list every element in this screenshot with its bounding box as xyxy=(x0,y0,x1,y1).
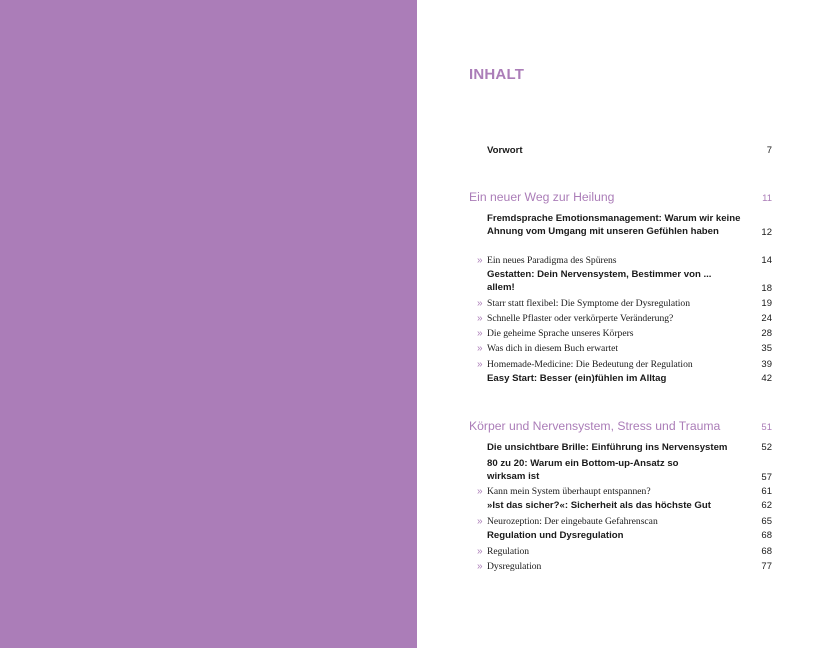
chevron-right-icon: » xyxy=(477,561,483,572)
chapter-page: 51 xyxy=(761,422,772,433)
chevron-right-icon: » xyxy=(477,343,483,354)
toc-entry-page: 68 xyxy=(761,546,772,557)
toc-entry-page: 61 xyxy=(761,486,772,497)
chevron-right-icon: » xyxy=(477,486,483,497)
toc-entry-page: 14 xyxy=(761,255,772,266)
toc-entry[interactable] xyxy=(487,441,772,454)
chevron-right-icon: » xyxy=(477,516,483,527)
toc-entry-label: Schnelle Pflaster oder verkörperte Veränderung? xyxy=(487,313,674,324)
toc-entry-page: 18 xyxy=(761,282,772,294)
toc-entry[interactable] xyxy=(477,254,772,267)
toc-entry[interactable] xyxy=(477,515,772,528)
toc-entry-page: 19 xyxy=(761,298,772,309)
toc-entry-preface[interactable] xyxy=(487,144,772,157)
toc-entry-page: 28 xyxy=(761,328,772,339)
toc-entry-label: 80 zu 20: Warum ein Bottom-up-Ansatz so wirksam ist xyxy=(487,458,679,483)
toc-entry-page: 39 xyxy=(761,359,772,370)
toc-entry-label: Kann mein System überhaupt entspannen? xyxy=(487,486,651,497)
toc-entry-page: 57 xyxy=(761,471,772,483)
toc-entry-page: 12 xyxy=(761,226,772,238)
chevron-right-icon: » xyxy=(477,359,483,370)
toc-entry-page: 65 xyxy=(761,516,772,527)
toc-entry-page: 24 xyxy=(761,313,772,324)
toc-entry[interactable] xyxy=(477,358,772,371)
chevron-right-icon: » xyxy=(477,255,483,266)
toc-entry[interactable] xyxy=(477,312,772,325)
toc-entry[interactable] xyxy=(477,560,772,573)
toc-entry-label: Regulation und Dysregulation xyxy=(487,530,624,541)
toc-entry[interactable] xyxy=(487,372,772,385)
toc-entry[interactable] xyxy=(477,327,772,340)
toc-entry-label: Was dich in diesem Buch erwartet xyxy=(487,343,619,354)
toc-entry-label: Die geheime Sprache unseres Körpers xyxy=(487,328,634,339)
chevron-right-icon: » xyxy=(477,546,483,557)
chevron-right-icon: » xyxy=(477,328,483,339)
toc-entry-label: Die unsichtbare Brille: Einführung ins Nervensystem xyxy=(487,442,728,453)
toc-entry[interactable] xyxy=(477,485,772,498)
toc-entry-label: Regulation xyxy=(487,546,530,557)
chapter-page: 11 xyxy=(762,193,772,204)
toc-entry-label: Fremdsprache Emotionsmanagement: Warum wir keine Ahnung vom Umgang mit unseren Gefühlen haben xyxy=(487,213,741,238)
toc-entry-label: Ein neues Paradigma des Spürens xyxy=(487,255,617,266)
toc-entry[interactable] xyxy=(487,529,772,542)
toc-entry[interactable] xyxy=(487,499,772,512)
toc-entry-page: 42 xyxy=(761,373,772,385)
toc-entry[interactable] xyxy=(477,342,772,355)
toc-chapter-2[interactable] xyxy=(469,417,772,435)
toc-entry-label: Homemade-Medicine: Die Bedeutung der Regulation xyxy=(487,359,693,370)
toc-entry-page: 7 xyxy=(766,145,772,157)
toc-entry[interactable] xyxy=(487,268,772,295)
toc-entry[interactable] xyxy=(477,297,772,310)
toc-title: INHALT xyxy=(469,66,525,83)
toc-entry-label: Gestatten: Dein Nervensystem, Bestimmer von ... allem! xyxy=(487,269,712,294)
toc-chapter-1[interactable] xyxy=(469,188,772,206)
toc-entry-label: Vorwort xyxy=(487,145,523,156)
toc-entry-label: Starr statt flexibel: Die Symptome der Dysregulation xyxy=(487,298,691,309)
toc-entry-page: 35 xyxy=(761,343,772,354)
toc-entry-page: 62 xyxy=(761,500,772,512)
toc-entry[interactable] xyxy=(487,457,772,484)
toc-entry-label: »Ist das sicher?«: Sicherheit als das höchste Gut xyxy=(487,500,711,511)
toc-entry-page: 68 xyxy=(761,530,772,542)
toc-entry-page: 77 xyxy=(761,561,772,572)
toc-page xyxy=(417,0,833,648)
toc-entry[interactable] xyxy=(487,212,772,239)
toc-entry-label: Dysregulation xyxy=(487,561,542,572)
chevron-right-icon: » xyxy=(477,313,483,324)
toc-entry-page: 52 xyxy=(761,442,772,454)
toc-entry[interactable] xyxy=(477,545,772,558)
chevron-right-icon: » xyxy=(477,298,483,309)
chapter-title: Ein neuer Weg zur Heilung xyxy=(469,190,615,204)
chapter-title: Körper und Nervensystem, Stress und Trauma xyxy=(469,419,721,433)
toc-entry-label: Neurozeption: Der eingebaute Gefahrenscan xyxy=(487,516,658,527)
toc-entry-label: Easy Start: Besser (ein)fühlen im Alltag xyxy=(487,373,667,384)
